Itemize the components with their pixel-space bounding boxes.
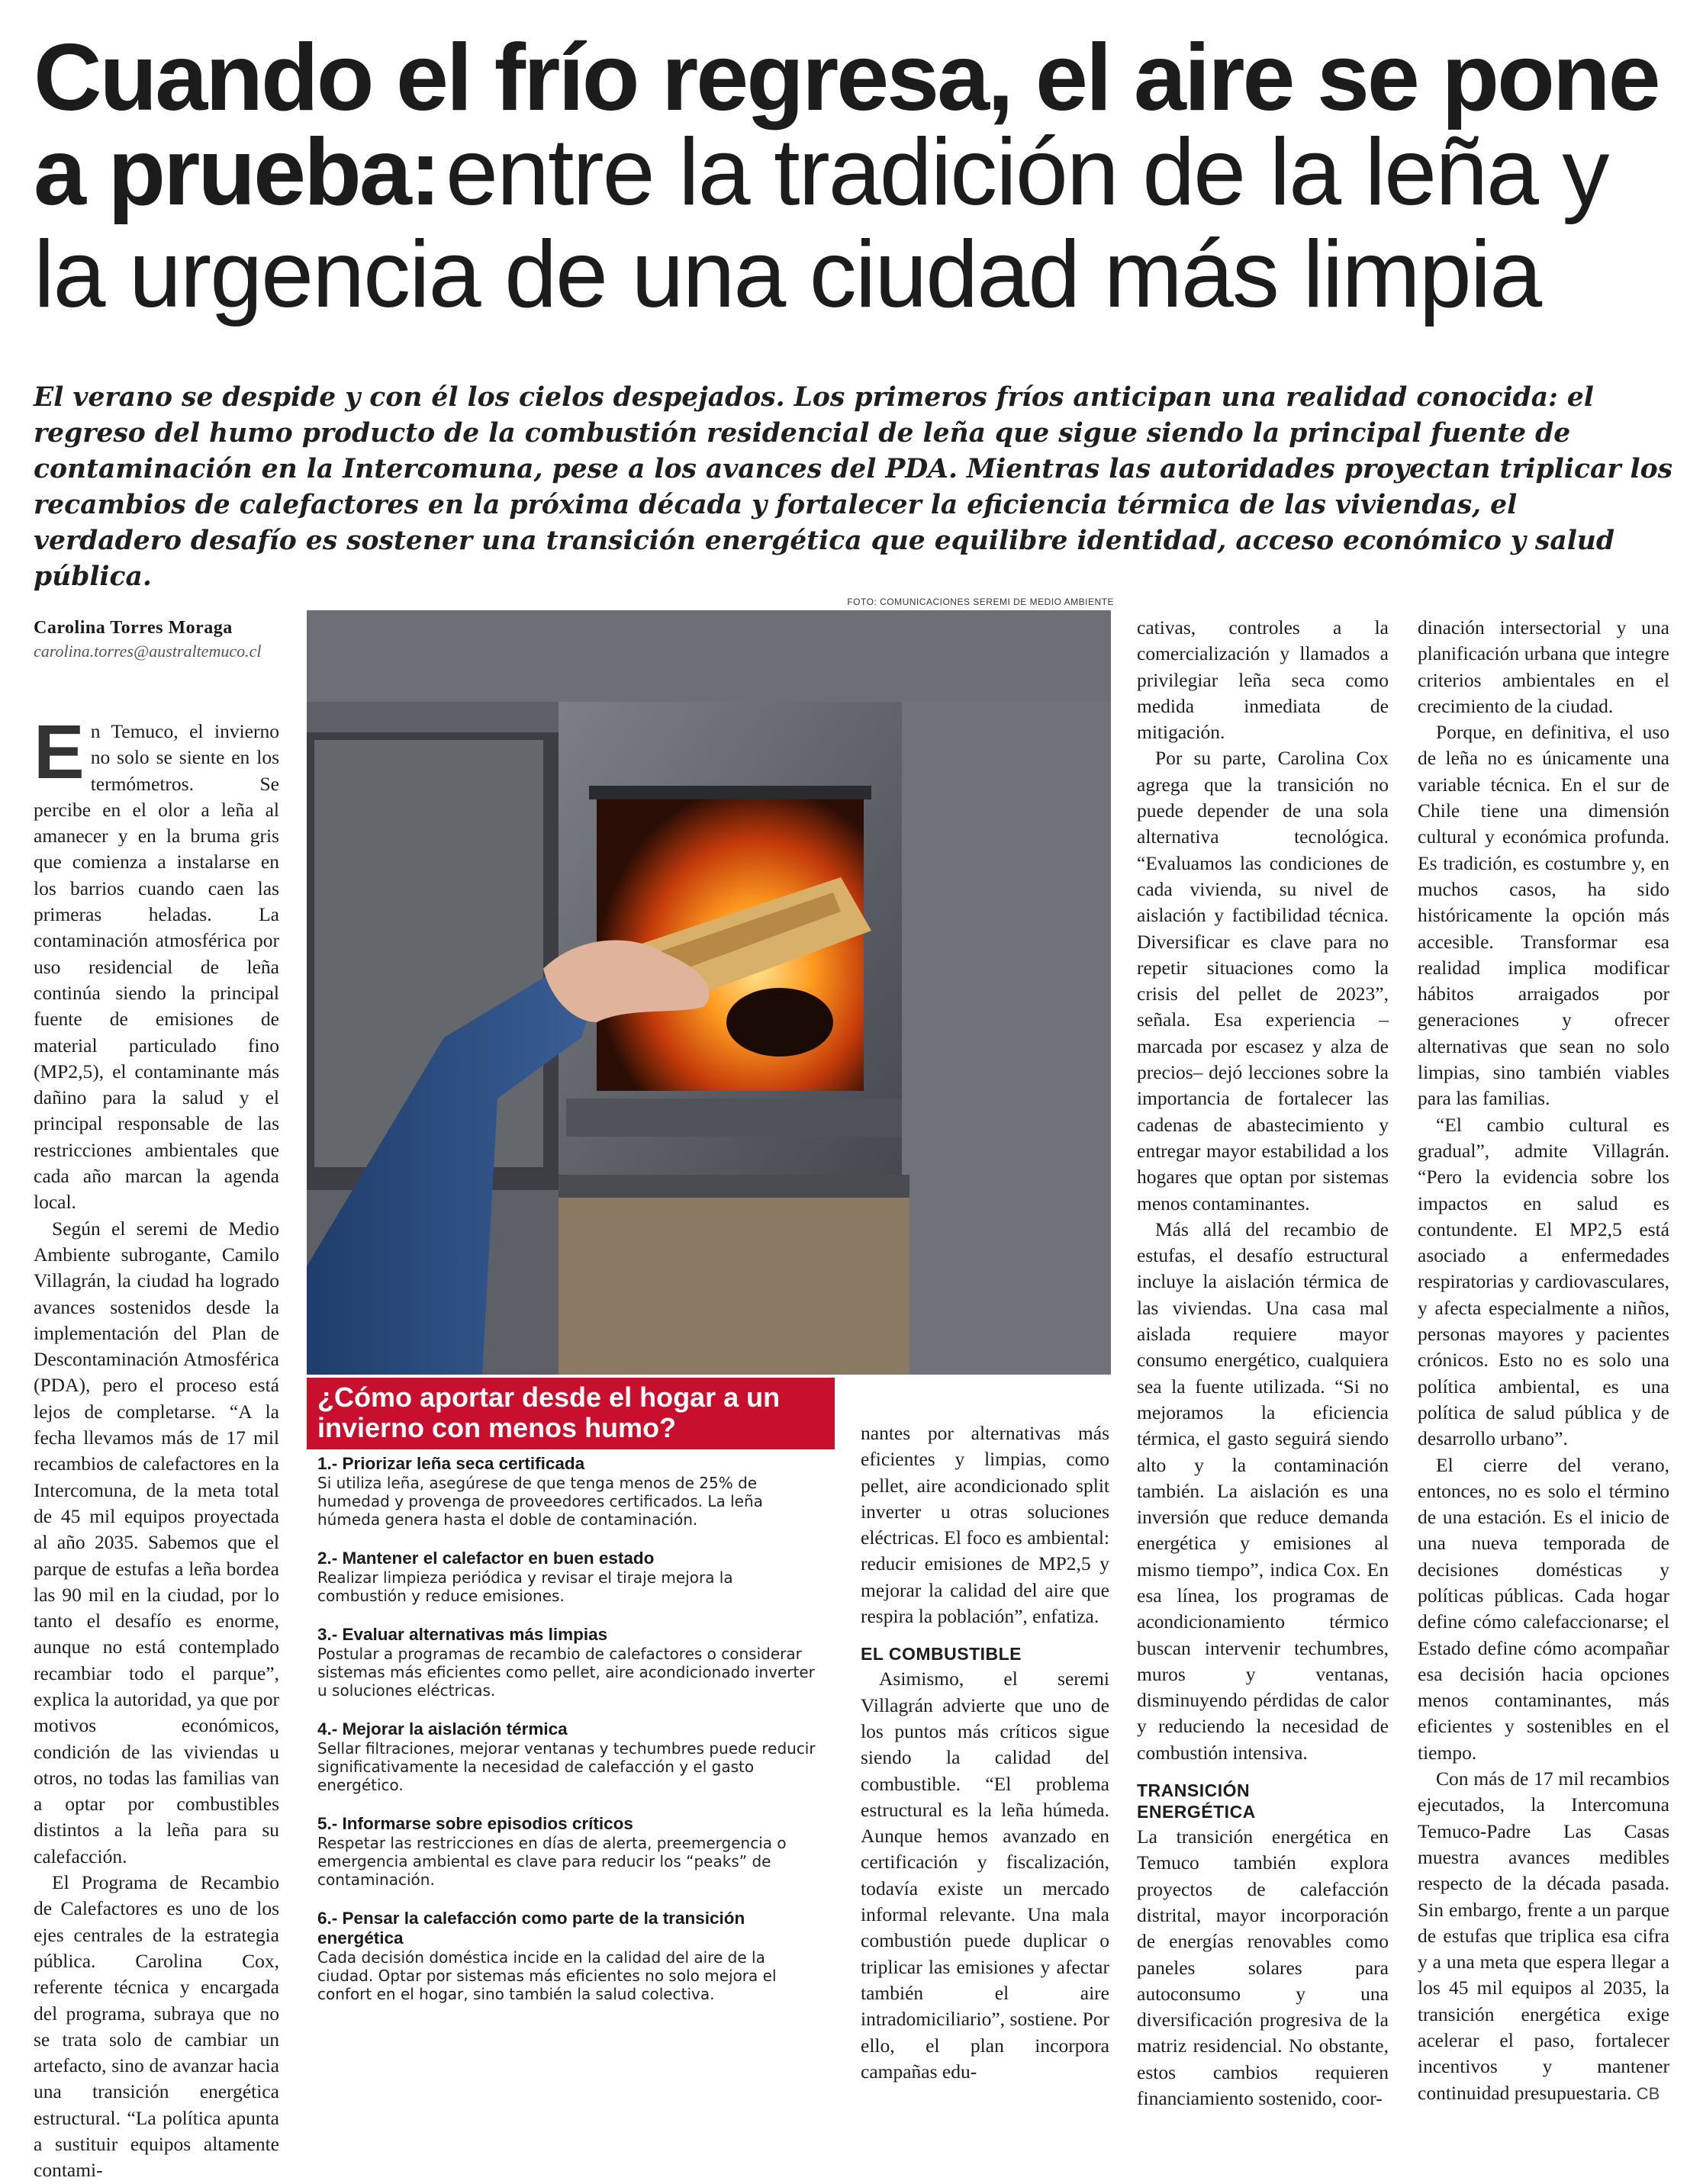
column-3-paragraph-2: Asimismo, el seremi Villagrán advierte que uno de los puntos más críticos sigue siendo la calidad del combustible. “El problema estructural es la leña húmeda. Aunque hemos avanzado en certificación y fiscalización, todavía existe un mercado informal relevante. Una mala combustión puede duplicar o triplicar las emisiones y afectar también el aire intradomiciliario”, sostiene. Por ello, el plan incorpora campañas edu- (861, 1668, 1109, 2083)
tips-box (307, 1378, 835, 2049)
photo-credit: FOTO: COMUNICACIONES SEREMI DE MEDIO AMBIENTE (847, 597, 1114, 607)
tip-text: Si utiliza leña, asegúrese de que tenga menos de 25% de humedad y provenga de proveedores certificados. La leña húmeda genera hasta el doble de contaminación. (317, 1474, 763, 1529)
author-name: Carolina Torres Moraga (34, 618, 233, 638)
tip-text: Postular a programas de recambio de calefactores o considerar sistemas más eficientes como pellet, aire acondicionado inverter u soluciones eléctricas. (317, 1645, 815, 1700)
headline-light-2: entre la tradición de la leña y (446, 120, 1608, 225)
headline (34, 25, 1682, 327)
headline-light-3: la urgencia de una ciudad más limpia (34, 222, 1541, 327)
column-3-paragraph-1: nantes por alternativas más eficientes y limpias, como pellet, aire acondicionado split inverter u otras soluciones eléctricas. El foco es ambiental: reducir emisiones de MP2,5 y mejorar la calidad del aire que respira la población”, enfatiza. (861, 1422, 1109, 1628)
column-5 (1418, 615, 1669, 2107)
column-5-paragraph-4: El cierre del verano, entonces, no es solo el término de una estación. Es el inicio de una nueva temporada de decisiones domésticas y políticas públicas. Cada hogar define cómo calefaccionarse; el Estado define cómo acompañar esa decisión hacia opciones menos contaminantes, más eficientes y sostenibles en el tiempo. (1418, 1453, 1669, 1764)
tip-heading: 4.- Mejorar la aislación térmica (317, 1719, 568, 1739)
column-4-paragraph-2: Por su parte, Carolina Cox agrega que la transición no puede depender de una sola alternativa tecnológica. “Evaluamos las condiciones de cada vivienda, su nivel de aislación y factibilidad técnica. Diversificar es clave para no repetir situaciones como la crisis del pellet de 2023”, señala. Esa experiencia –marcada por escasez y alza de precios– dejó lecciones sobre la importancia de fortalecer las cadenas de abastecimiento y entregar mayor estabilidad a los hogares que optan por sistemas menos contaminantes. (1137, 747, 1389, 1214)
tips-list (307, 1449, 835, 2003)
tip-item (317, 1625, 824, 1700)
column-1-paragraph-1 (34, 709, 279, 1216)
tip-heading: 3.- Evaluar alternativas más limpias (317, 1625, 608, 1644)
column-4-paragraph-4: La transición energética en Temuco también explora proyectos de calefacción distrital, mayor incorporación de energías renovables como paneles solares para autoconsumo y una diversificación progresiva de la matriz residencial. No obstante, estos cambios requieren financiamiento sostenido, coor- (1137, 1825, 1389, 2110)
headline-bold: Cuando el frío regresa, el aire se pone (34, 25, 1659, 130)
tip-text: Sellar filtraciones, mejorar ventanas y techumbres puede reducir significativamente la necesidad de calefacción y el gasto energético. (317, 1739, 816, 1794)
tip-item (317, 1549, 824, 1605)
column-1-paragraph-1-text: n Temuco, el invierno no solo se siente en los termómetros. Se percibe en el olor a leña al amanecer y en la bruma gris que comienza a instalarse en los barrios cuando caen las primeras heladas. La contaminación atmosférica por uso residencial de leña continúa siendo la principal fuente de emisiones de material particulado fino (MP2,5), el contaminante más dañino para la salud y el principal responsable de las restricciones ambientales que cada año marcan la agenda local. (34, 720, 279, 1214)
column-4-paragraph-3: Más allá del recambio de estufas, el desafío estructural incluye la aislación térmica de las viviendas. Una casa mal aislada requiere mayor consumo energético, cualquiera sea la fuente utilizada. “Si no mejoramos la eficiencia térmica, el gasto seguirá siendo alto y la contaminación también. La aislación es una inversión que reduce demanda energética y emisiones al mismo tiempo”, indica Cox. En esa línea, los programas de acondicionamiento térmico buscan intervenir techumbres, muros y ventanas, disminuyendo pérdidas de calor y reduciendo la necesidad de combustión intensiva. (1137, 1217, 1389, 1764)
tip-heading: 2.- Mantener el calefactor en buen estado (317, 1549, 655, 1568)
headline-bold-2: a prueba: (34, 120, 439, 225)
tip-heading: 1.- Priorizar leña seca certificada (317, 1454, 585, 1473)
tip-item (317, 1909, 824, 2003)
column-5-paragraph-5-text: Con más de 17 mil recambios ejecutados, la Intercomuna Temuco-Padre Las Casas muestra avances medibles respecto de la década pasada. Sin embargo, frente a un parque de estufas que triplica esa cifra y a una meta que espera llegar a los 45 mil equipos al 2035, la transición energética exige acelerar el paso, fortalecer incentivos y mantener continuidad presupuestaria. (1418, 1767, 1669, 2104)
column-4 (1137, 615, 1389, 2112)
tip-text: Realizar limpieza periódica y revisar el tiraje mejora la combustión y reduce emisiones. (317, 1568, 733, 1605)
column-4-paragraph-1: cativas, controles a la comercialización y llamados a privilegiar leña seca como medida inmediata de mitigación. (1137, 616, 1389, 744)
column-3 (861, 1420, 1109, 2085)
tip-heading: 5.- Informarse sobre episodios críticos (317, 1814, 633, 1833)
tip-heading: 6.- Pensar la calefacción como parte de la transición energética (317, 1909, 745, 1948)
column-5-paragraph-5 (1418, 1766, 1669, 2107)
column-1-paragraph-3: El Programa de Recambio de Calefactores es uno de los ejes centrales de la estrategia pública. Carolina Cox, referente técnica y encargada del programa, subraya que no se trata solo de cambiar un artefacto, sino de avanzar hacia una transición energética estructural. “La política apunta a sustituir equipos altamente contami- (34, 1871, 279, 2182)
subhead-combustible: EL COMBUSTIBLE (861, 1644, 1022, 1665)
drop-cap: E (34, 709, 85, 795)
end-mark: CB (1636, 2083, 1660, 2103)
column-1-paragraph-2: Según el seremi de Medio Ambiente subrogante, Camilo Villagrán, la ciudad ha logrado avances sostenidos desde la implementación del Plan de Descontaminación Atmosférica (PDA), pero el proceso está lejos de completarse. “A la fecha llevamos más de 17 mil recambios de calefactores en la Intercomuna, de la meta total de 45 mil equipos proyectada al año 2035. Sabemos que el parque de estufas a leña bordea las 90 mil en la ciudad, por lo tanto el desafío es enorme, aunque no está contemplado recambiar todo el parque”, explica la autoridad, ya que por motivos económicos, condición de las viviendas u otros, no todas las familias van a optar por combustibles distintos a la leña para su calefacción. (34, 1217, 279, 1867)
column-5-paragraph-2: Porque, en definitiva, el uso de leña no es únicamente una variable técnica. En el sur de Chile tiene una dimensión cultural y económica profunda. Es tradición, es costumbre y, en muchos casos, ha sido históricamente la opción más accesible. Transformar esa realidad implica modificar hábitos arraigados por generaciones y ofrecer alternativas que sean no solo limpias, sino también viables para las familias. (1418, 721, 1669, 1110)
column-1 (34, 709, 279, 2184)
author-email: carolina.torres@australtemuco.cl (34, 642, 262, 661)
column-5-paragraph-1: dinación intersectorial y una planificación urbana que integre criterios ambientales en el crecimiento de la ciudad. (1418, 616, 1669, 717)
stove-fire-image (307, 610, 1111, 1375)
tip-item (317, 1814, 824, 1889)
lead-paragraph: El verano se despide y con él los cielos despejados. Los primeros fríos anticipan una realidad conocida: el regreso del humo producto de la combustión residencial de leña que sigue siendo la principal fuente de contaminación en la Intercomuna, pese a los avances del PDA. Mientras las autoridades proyectan triplicar los recambios de calefactores en la próxima década y fortalecer la eficiencia térmica de las viviendas, el verdadero desafío es sostener una transición energética que equilibre identidad, acceso económico y salud pública. (34, 382, 1673, 592)
tip-item (317, 1719, 824, 1794)
byline (34, 618, 261, 661)
tip-text: Respetar las restricciones en días de alerta, preemergencia o emergencia ambiental es clave para reducir los “peaks” de contaminación. (317, 1834, 787, 1889)
tip-text: Cada decisión doméstica incide en la calidad del aire de la ciudad. Optar por sistemas más eficientes no solo mejora el confort en el hogar, sino también la salud colectiva. (317, 1948, 777, 2003)
column-5-paragraph-3: “El cambio cultural es gradual”, admite Villagrán. “Pero la evidencia sobre los impactos en salud es contundente. El MP2,5 está asociado a enfermedades respiratorias y cardiovasculares, y afecta especialmente a niños, personas mayores y pacientes crónicos. Esto no es solo una política ambiental, es una política de salud pública y de desarrollo urbano”. (1418, 1113, 1669, 1450)
subhead-transicion: TRANSICIÓN ENERGÉTICA (1137, 1780, 1256, 1822)
tips-box-title: ¿Cómo aportar desde el hogar a un invierno con menos humo? (307, 1378, 835, 1449)
tip-item (317, 1454, 824, 1529)
stove-photo (307, 610, 1111, 1375)
